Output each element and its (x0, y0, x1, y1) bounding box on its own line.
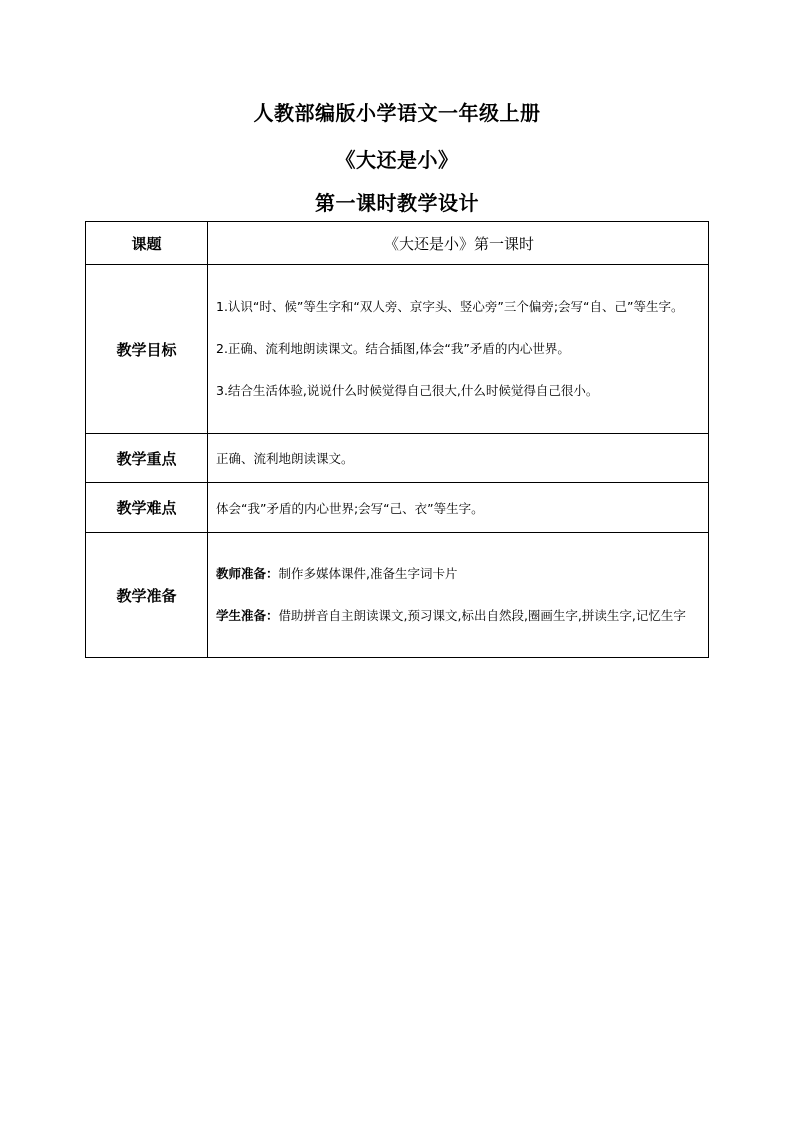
student-prep (216, 595, 702, 637)
teacher-prep-lead: 教师准备： (216, 566, 279, 581)
teacher-prep-text: 制作多媒体课件,准备生字词卡片 (278, 566, 458, 581)
topic-label: 课题 (86, 222, 208, 265)
lesson-plan-table (85, 221, 709, 658)
goal-item-2: 2.正确、流利地朗读课文。结合插图,体会“我”矛盾的内心世界。 (216, 341, 570, 356)
student-prep-lead: 学生准备： (216, 608, 279, 623)
difficulty-label: 教学难点 (86, 483, 208, 533)
goal-item-1: 1.认识“时、候”等生字和“双人旁、京字头、竖心旁”三个偏旁;会写“自、己”等生字。 (216, 299, 684, 314)
table-row-topic (86, 222, 709, 265)
student-prep-text: 借助拼音自主朗读课文,预习课文,标出自然段,圈画生字,拼读生字,记忆生字 (278, 608, 686, 623)
goals-cell (208, 265, 709, 434)
key-label: 教学重点 (86, 434, 208, 483)
key-value: 正确、流利地朗读课文。 (208, 434, 709, 483)
topic-value: 《大还是小》第一课时 (208, 222, 709, 265)
table-row-goals (86, 265, 709, 434)
table-row-preparation (86, 533, 709, 658)
goal-item-3: 3.结合生活体验,说说什么时候觉得自己很大,什么时候觉得自己很小。 (216, 383, 599, 398)
document-title (0, 103, 794, 213)
title-textbook: 人教部编版小学语文一年级上册 (253, 101, 541, 125)
goals-label: 教学目标 (86, 265, 208, 434)
table-row-difficulty (86, 483, 709, 533)
teacher-prep (216, 553, 702, 595)
table-row-key-points (86, 434, 709, 483)
prep-cell (208, 533, 709, 658)
title-lesson: 《大还是小》 (335, 148, 459, 172)
title-design: 第一课时教学设计 (315, 191, 479, 215)
prep-label: 教学准备 (86, 533, 208, 658)
difficulty-value: 体会“我”矛盾的内心世界;会写“己、衣”等生字。 (208, 483, 709, 533)
